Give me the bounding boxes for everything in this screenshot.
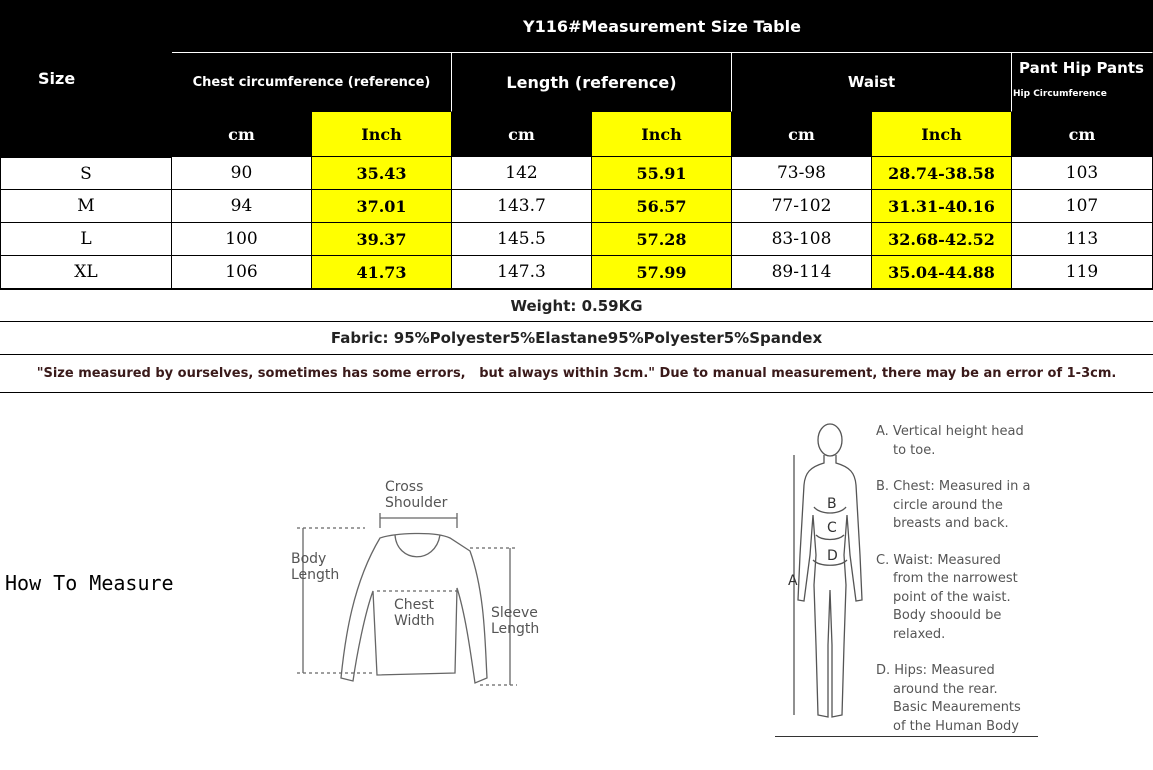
table-title-text: Y116#Measurement Size Table xyxy=(523,16,801,36)
group-header-waist xyxy=(732,53,1012,112)
table-cell xyxy=(452,157,592,190)
garment-neck xyxy=(395,535,440,557)
measure-note-line: D. Hips: Measured xyxy=(876,663,995,678)
cell-value: 31.31-40.16 xyxy=(888,196,995,216)
cell-value: 32.68-42.52 xyxy=(888,229,995,249)
cell-value: 35.04-44.88 xyxy=(888,262,995,282)
garment-diagram xyxy=(285,473,545,733)
table-cell xyxy=(732,157,872,190)
cross-shoulder-label-1: Cross xyxy=(385,479,424,495)
body-figure xyxy=(798,455,862,717)
table-cell xyxy=(1012,223,1153,256)
cell-value: 41.73 xyxy=(356,262,407,282)
cell-value: 147.3 xyxy=(497,262,546,282)
size-value: M xyxy=(77,196,95,216)
table-cell xyxy=(452,223,592,256)
cell-value: 55.91 xyxy=(636,163,687,183)
measure-note-line: to toe. xyxy=(893,442,936,458)
cell-value: 39.37 xyxy=(356,229,407,249)
body-length-label-2: Length xyxy=(291,567,340,583)
table-cell xyxy=(312,157,452,190)
chest-width-label-2: Width xyxy=(394,613,435,629)
unit-header-5 xyxy=(872,112,1012,157)
table-cell xyxy=(1012,190,1153,223)
table-cell xyxy=(592,157,732,190)
size-cell xyxy=(0,157,172,190)
cell-value: 119 xyxy=(1065,262,1099,282)
measure-note xyxy=(876,478,1146,534)
unit-header-1 xyxy=(312,112,452,157)
measure-note-line: of the Human Body xyxy=(893,718,1019,734)
table-cell xyxy=(732,190,872,223)
unit-header-2 xyxy=(452,112,592,157)
marker-b: B xyxy=(827,496,837,512)
measure-note-line: Body shoould be xyxy=(893,608,1002,623)
fabric-row xyxy=(0,322,1153,355)
group-header-waist-label: Waist xyxy=(847,73,896,91)
measure-note-line: B. Chest: Measured in a xyxy=(876,479,1031,494)
note-text: "Size measured by ourselves, sometimes has some errors, but always within 3cm." Due to manual measurement, there may be an error of 1-3cm. xyxy=(36,366,1117,381)
table-cell xyxy=(872,223,1012,256)
cell-value: 57.99 xyxy=(636,262,687,282)
table-cell xyxy=(872,157,1012,190)
cell-value: 107 xyxy=(1065,196,1099,216)
body-diagram xyxy=(780,415,880,735)
cell-value: 103 xyxy=(1065,163,1099,183)
sleeve-length-label-1: Sleeve xyxy=(491,605,538,621)
unit-header-4 xyxy=(732,112,872,157)
unit-header-label: cm xyxy=(228,124,255,144)
size-header-label: Size xyxy=(38,68,76,88)
table-cell xyxy=(312,223,452,256)
cell-value: 100 xyxy=(225,229,258,249)
cell-value: 57.28 xyxy=(636,229,687,249)
table-cell xyxy=(312,190,452,223)
table-cell xyxy=(592,223,732,256)
measure-note-line: Basic Meaurements xyxy=(893,700,1021,715)
unit-header-label: cm xyxy=(788,124,815,144)
cell-value: 143.7 xyxy=(497,196,546,216)
unit-header-label: cm xyxy=(1068,124,1096,144)
table-cell xyxy=(172,223,312,256)
measure-note xyxy=(876,423,1146,460)
measure-note-line: circle around the xyxy=(893,497,1003,513)
table-cell xyxy=(1012,256,1153,289)
body-length-label-1: Body xyxy=(291,551,327,567)
group-header-length-label: Length (reference) xyxy=(506,72,677,92)
cell-value: 142 xyxy=(505,163,538,183)
unit-header-6 xyxy=(1012,112,1153,157)
cell-value: 106 xyxy=(225,262,258,282)
measure-note-line: from the narrowest xyxy=(893,571,1018,586)
cell-value: 113 xyxy=(1065,229,1099,249)
marker-a: A xyxy=(788,573,798,589)
size-value: XL xyxy=(74,262,98,282)
fabric-text: Fabric: 95%Polyester5%Elastane95%Polyester5%Spandex xyxy=(330,329,823,347)
group-header-length xyxy=(452,53,732,112)
unit-header-label: Inch xyxy=(361,124,402,144)
cell-value: 56.57 xyxy=(636,196,687,216)
size-value: S xyxy=(80,163,92,184)
measure-note-line: point of the waist. xyxy=(893,589,1011,605)
cell-value: 90 xyxy=(230,163,253,183)
table-cell xyxy=(1012,157,1153,190)
group-header-hip xyxy=(1012,53,1153,112)
table-cell xyxy=(592,190,732,223)
marker-c: C xyxy=(827,520,837,536)
unit-header-3 xyxy=(592,112,732,157)
group-header-chest xyxy=(172,53,452,112)
body-head xyxy=(818,424,842,456)
measure-note-line: breasts and back. xyxy=(893,516,1009,531)
cell-value: 73-98 xyxy=(776,163,826,183)
table-cell xyxy=(452,256,592,289)
cell-value: 94 xyxy=(230,196,253,216)
cross-shoulder-label-2: Shoulder xyxy=(385,495,448,511)
table-cell xyxy=(592,256,732,289)
measure-note-line: relaxed. xyxy=(893,626,946,642)
how-to-measure-title: How To Measure xyxy=(5,571,174,595)
cell-value: 37.01 xyxy=(356,196,407,216)
note-row xyxy=(0,355,1153,393)
unit-header-label: Inch xyxy=(921,124,962,144)
cell-value: 83-108 xyxy=(771,229,832,249)
table-title xyxy=(172,0,1153,53)
table-cell xyxy=(872,256,1012,289)
table-cell xyxy=(452,190,592,223)
table-cell xyxy=(732,256,872,289)
chest-width-label-1: Chest xyxy=(394,597,435,613)
table-cell xyxy=(172,157,312,190)
marker-d: D xyxy=(827,548,838,564)
measure-note xyxy=(876,552,1146,645)
measure-note-line: around the rear. xyxy=(893,681,998,697)
group-header-hip-sublabel: Hip Circumference xyxy=(1013,89,1107,99)
cell-value: 28.74-38.58 xyxy=(888,163,995,183)
cell-value: 145.5 xyxy=(497,229,546,249)
measure-note-line: A. Vertical height head xyxy=(876,424,1024,439)
size-cell xyxy=(0,190,172,223)
table-cell xyxy=(732,223,872,256)
sleeve-length-label-2: Length xyxy=(491,621,540,637)
measure-notes xyxy=(876,423,1146,754)
size-header xyxy=(0,0,172,157)
weight-text: Weight: 0.59KG xyxy=(510,296,643,315)
unit-header-0 xyxy=(172,112,312,157)
group-header-hip-label: Pant Hip Pants xyxy=(1019,59,1144,77)
group-header-chest-label: Chest circumference (reference) xyxy=(192,74,431,90)
cell-value: 77-102 xyxy=(771,196,832,216)
measure-note-line: C. Waist: Measured xyxy=(876,552,1001,568)
cell-value: 35.43 xyxy=(356,163,407,183)
table-cell xyxy=(172,256,312,289)
cell-value: 89-114 xyxy=(771,262,832,282)
size-cell xyxy=(0,256,172,289)
how-to-measure-section xyxy=(0,393,1153,770)
size-cell xyxy=(0,223,172,256)
measure-note xyxy=(876,662,1146,736)
table-cell xyxy=(172,190,312,223)
table-cell xyxy=(312,256,452,289)
unit-header-label: cm xyxy=(508,124,535,144)
weight-row xyxy=(0,289,1153,322)
unit-header-label: Inch xyxy=(641,124,682,144)
table-cell xyxy=(872,190,1012,223)
size-value: L xyxy=(80,229,92,249)
